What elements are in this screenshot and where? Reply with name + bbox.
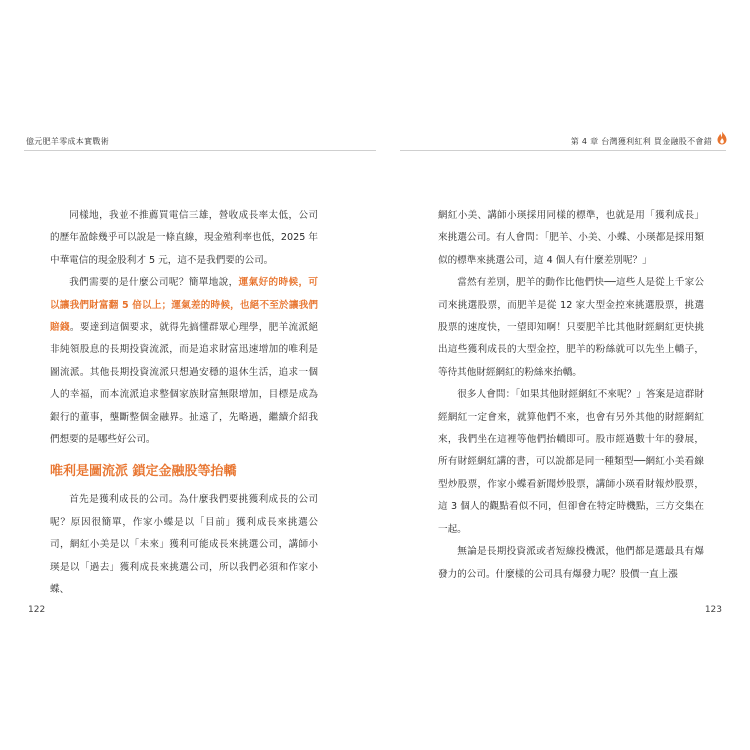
right-page (438, 205, 704, 586)
paragraph: 無論是長期投資派或者短線投機派，他們都是選最具有爆發力的公司。什麼樣的公司具有爆發力呢？股價一直上漲 (438, 546, 704, 580)
header-rule-left (24, 150, 376, 151)
header-left-title: 億元肥羊零成本實戰術 (26, 137, 109, 146)
page-number-right: 123 (704, 605, 722, 615)
header-rule-right (400, 150, 726, 151)
paragraph-text: 我們需要的是什麼公司呢？簡單地說， (69, 277, 239, 289)
page-number-left: 122 (28, 605, 46, 615)
paragraph: 網紅小美、講師小瑛採用同樣的標準，也就是用「獲利成長」來挑選公司。有人會問：「肥羊、小美、小蝶、小瑛都是採用類似的標準來挑選公司，這 4 個人有什麼差別呢？」 (438, 210, 704, 266)
paragraph: 當然有差別，肥羊的動作比他們快──這些人是從上千家公司來挑選股票，而肥羊是從 12 家大型金控來挑選股票，挑選股票的速度快，一望即知啊！只要肥羊比其他財經網紅更快挑出這些獲利成長的大型金控，肥羊的粉絲就可以先坐上轎子，等待其他財經網紅的粉絲來抬轎。 (438, 277, 704, 378)
paragraph: 很多人會問：「如果其他財經網紅不來呢？」答案是這群財經網紅一定會來，就算他們不來，也會有另外其他的財經網紅來，我們坐在這裡等他們抬轎即可。股市經過數十年的發展，所有財經網紅講的書，可以說都是同一種類型──網紅小美看線型炒股票，作家小蝶看新聞炒股票，講師小瑛看財報炒股票，這 3 個人的觀點看似不同，但卻會在特定時機點，三方交集在一起。 (438, 389, 704, 535)
paragraph: 首先是獲利成長的公司。為什麼我們要挑獲利成長的公司呢？原因很簡單，作家小蝶是以「目前」獲利成長來挑選公司，網紅小美是以「未來」獲利可能成長來挑選公司，講師小瑛是以「過去」獲利成長來挑選公司，所以我們必須和作家小蝶、 (50, 494, 318, 596)
header-right-title: 第 4 章 台灣獲利紅利 買金融股不會錯 (570, 137, 712, 146)
paragraph: 同樣地，我並不推薦買電信三雄，營收成長率太低，公司的歷年盈餘幾乎可以說是一條直線，現金殖利率也低，2025 年中華電信的現金股利才 5 元，這不是我們要的公司。 (50, 210, 318, 266)
left-page (50, 205, 318, 602)
paragraph-text: 。要達到這個要求，就得先搞懂群眾心理學，肥羊流派絕非純領股息的長期投資流派，而是追求財富迅速增加的唯利是圖流派。其他長期投資流派只想過安穩的退休生活，追求一個人的幸福，而本流派追求整個家族財富無限增加，目標是成為銀行的董事，壟斷整個金融界。扯遠了，先略過，繼續介紹我們想要的是哪些好公司。 (50, 322, 319, 446)
highlighted-text: 運氣好的時候，可以讓我們財富翻 5 倍以上；運氣差的時候，也絕不至於讓我們賠錢 (50, 277, 319, 334)
section-heading: 唯利是圖流派 鎖定金融股等抬轎 (50, 464, 237, 480)
paragraph (50, 272, 318, 451)
flame-icon (716, 131, 728, 145)
